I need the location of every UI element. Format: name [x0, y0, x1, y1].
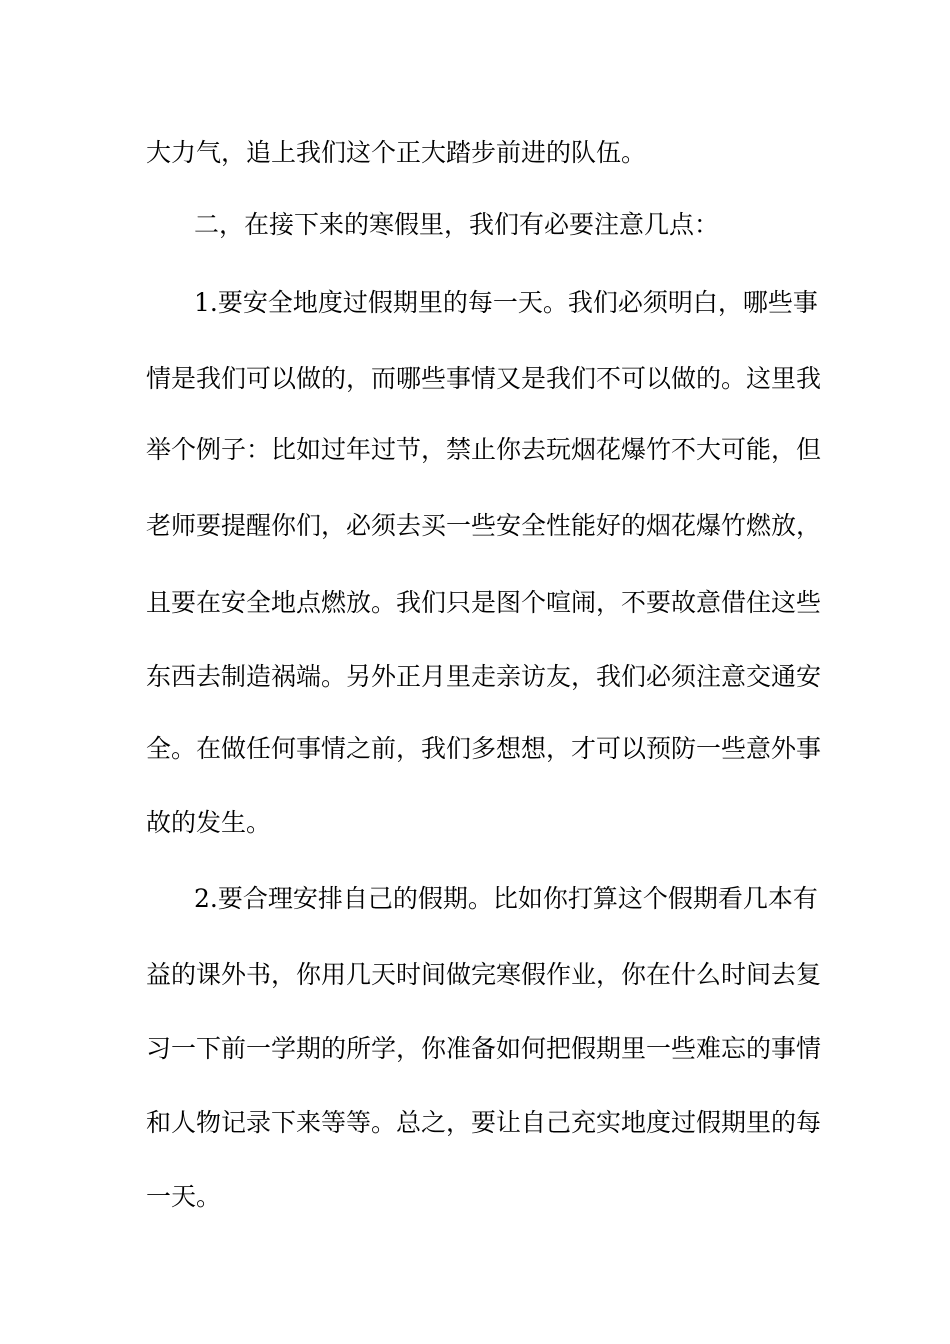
paragraph-line: 东西去制造祸端。另外正月里走亲访友，我们必须注意交通安	[146, 662, 822, 691]
paragraph-line: 和人物记录下来等等。总之，要让自己充实地度过假期里的每	[146, 1108, 822, 1137]
paragraph-line: 情是我们可以做的，而哪些事情又是我们不可以做的。这里我	[146, 364, 822, 393]
paragraph-line: 习一下前一学期的所学，你准备如何把假期里一些难忘的事情	[146, 1034, 822, 1063]
paragraph-line: 2.要合理安排自己的假期。比如你打算这个假期看几本有	[194, 884, 818, 913]
paragraph-line: 且要在安全地点燃放。我们只是图个喧闹，不要故意借住这些	[146, 588, 822, 617]
paragraph-line: 大力气，追上我们这个正大踏步前进的队伍。	[146, 138, 647, 167]
paragraph-line: 举个例子：比如过年过节，禁止你去玩烟花爆竹不大可能，但	[146, 435, 822, 464]
paragraph-line: 一天。	[146, 1182, 222, 1211]
paragraph-line: 老师要提醒你们，必须去买一些安全性能好的烟花爆竹燃放，	[146, 511, 822, 540]
paragraph-line: 故的发生。	[146, 808, 272, 837]
paragraph-line: 全。在做任何事情之前，我们多想想，才可以预防一些意外事	[146, 734, 822, 763]
paragraph-line: 1.要安全地度过假期里的每一天。我们必须明白，哪些事	[194, 288, 818, 317]
section-heading: 二，在接下来的寒假里，我们有必要注意几点：	[194, 210, 720, 239]
paragraph-line: 益的课外书，你用几天时间做完寒假作业，你在什么时间去复	[146, 960, 822, 989]
